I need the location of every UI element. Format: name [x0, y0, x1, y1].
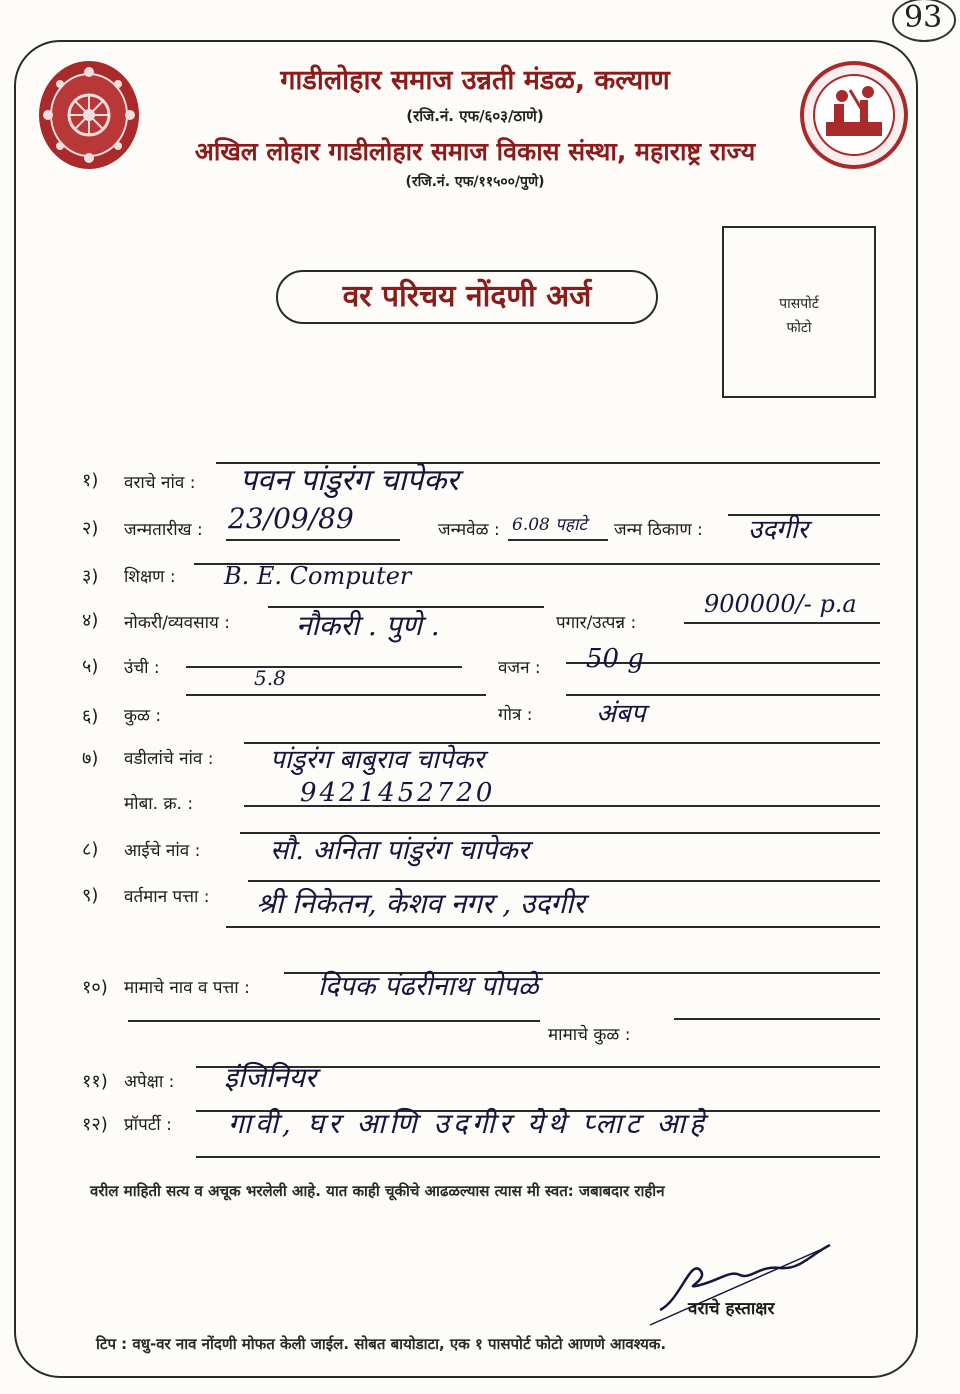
mother-name-label: आईचे नांव : — [124, 841, 201, 861]
birth-time-field[interactable]: 6.08 पहाटे — [512, 515, 587, 535]
page-number-mark — [888, 2, 960, 42]
address-line-1 — [248, 880, 880, 882]
occupation-field[interactable]: नौकरी . पुणे . — [296, 609, 440, 642]
field-number: १०) — [82, 977, 108, 998]
uncle-line-2 — [128, 1020, 540, 1022]
org-name-2: अखिल लोहार गाडीलोहार समाज विकास संस्था, महाराष्ट्र राज्य — [194, 137, 756, 166]
mother-name-field[interactable]: सौ. अनिता पांडुरंग चापेकर — [270, 835, 529, 866]
mobile-field[interactable]: 9421452720 — [300, 778, 496, 808]
gotra-field[interactable]: अंबप — [596, 699, 646, 729]
weight-field[interactable]: 50 g — [586, 644, 644, 674]
occupation-label: नोकरी/व्यवसाय : — [124, 613, 230, 633]
field-number: ३) — [82, 566, 99, 587]
birth-place-field[interactable]: उदगीर — [748, 515, 809, 545]
salary-field[interactable]: 900000/- p.a — [704, 590, 857, 618]
mobile-label: मोबा. क्र. : — [124, 794, 194, 814]
reg-no-1: (रजि.नं. एफ/६०३/ठाणे) — [406, 107, 544, 125]
height-line — [186, 666, 462, 668]
education-field[interactable]: B. E. Computer — [224, 562, 412, 590]
clan-label: कुळ : — [124, 706, 162, 726]
footer-note: टिप : वधु-वर नाव नोंदणी मोफत केली जाईल. सोबत बायोडाटा, एक १ पासपोर्ट फोटो आणणे आवश्यक. — [96, 1335, 667, 1353]
field-number: ११) — [82, 1071, 108, 1092]
field-number: ७) — [82, 748, 99, 769]
photo-label-line1: पासपोर्ट — [779, 296, 819, 312]
groom-name-label: वराचे नांव : — [124, 473, 196, 493]
birth-place-label: जन्म ठिकाण : — [614, 520, 703, 540]
education-label: शिक्षण : — [124, 567, 176, 587]
reg-no-2: (रजि.नं. एफ/११५००/पुणे) — [405, 174, 545, 190]
uncle-clan-label: मामाचे कुळ : — [548, 1025, 631, 1045]
declaration-text: वरील माहिती सत्य व अचूक भरलेली आहे. यात काही चूकीचे आढळल्यास त्यास मी स्वत: जबाबदार राहीन — [90, 1182, 665, 1200]
birth-date-line — [226, 539, 400, 541]
field-number: १२) — [82, 1114, 108, 1135]
address-label: वर्तमान पत्ता : — [124, 887, 210, 907]
signature-label: वराचे हस्ताक्षर — [688, 1299, 775, 1319]
expectation-field[interactable]: इंजिनियर — [224, 1061, 317, 1094]
field-number: ६) — [82, 706, 99, 727]
groom-name-field[interactable]: पवन पांडुरंग चापेकर — [240, 463, 459, 498]
salary-label: पगार/उत्पन्न : — [556, 613, 637, 633]
field-number: ५) — [82, 656, 99, 677]
field-number: २) — [82, 518, 99, 539]
page-number: 93 — [904, 0, 943, 35]
father-name-label: वडीलांचे नांव : — [124, 749, 214, 769]
form-title: वर परिचय नोंदणी अर्ज — [276, 270, 658, 324]
property-line-2 — [196, 1156, 880, 1158]
birth-date-field[interactable]: 23/09/89 — [228, 502, 354, 535]
birth-date-label: जन्मतारीख : — [124, 520, 203, 540]
address-field[interactable]: श्री निकेतन, केशव नगर , उदगीर — [256, 887, 585, 920]
father-name-field[interactable]: पांडुरंग बाबुराव चापेकर — [270, 745, 485, 775]
height-label: उंची : — [124, 658, 160, 678]
uncle-field[interactable]: दिपक पंढरीनाथ पोपळे — [318, 971, 539, 1002]
blacksmith-seal-icon — [798, 60, 910, 170]
field-number: ९) — [82, 885, 99, 906]
passport-photo-box[interactable] — [722, 226, 876, 398]
address-line-2 — [226, 926, 880, 928]
org-name-1: गाडीलोहार समाज उन्नती मंडळ, कल्याण — [280, 65, 670, 96]
property-field[interactable]: गावी, घर आणि उदगीर येथे प्लाट आहे — [228, 1107, 709, 1140]
clan-line — [186, 694, 486, 696]
field-number: ८) — [82, 839, 99, 860]
field-number: १) — [82, 470, 99, 491]
uncle-clan-line — [674, 1018, 880, 1020]
property-label: प्रॉपर्टी : — [124, 1115, 172, 1135]
gotra-label: गोत्र : — [498, 705, 533, 725]
height-field[interactable]: 5.8 — [254, 666, 286, 690]
field-number: ४) — [82, 610, 99, 631]
birth-time-label: जन्मवेळ : — [438, 520, 500, 540]
birth-time-line — [508, 539, 608, 541]
expectation-label: अपेक्षा : — [124, 1072, 175, 1092]
salary-line — [684, 622, 880, 624]
uncle-label: मामाचे नाव व पत्ता : — [124, 978, 250, 998]
wheel-emblem-icon — [36, 58, 142, 172]
weight-label: वजन : — [498, 658, 541, 678]
photo-label-line2: फोटो — [786, 320, 812, 336]
